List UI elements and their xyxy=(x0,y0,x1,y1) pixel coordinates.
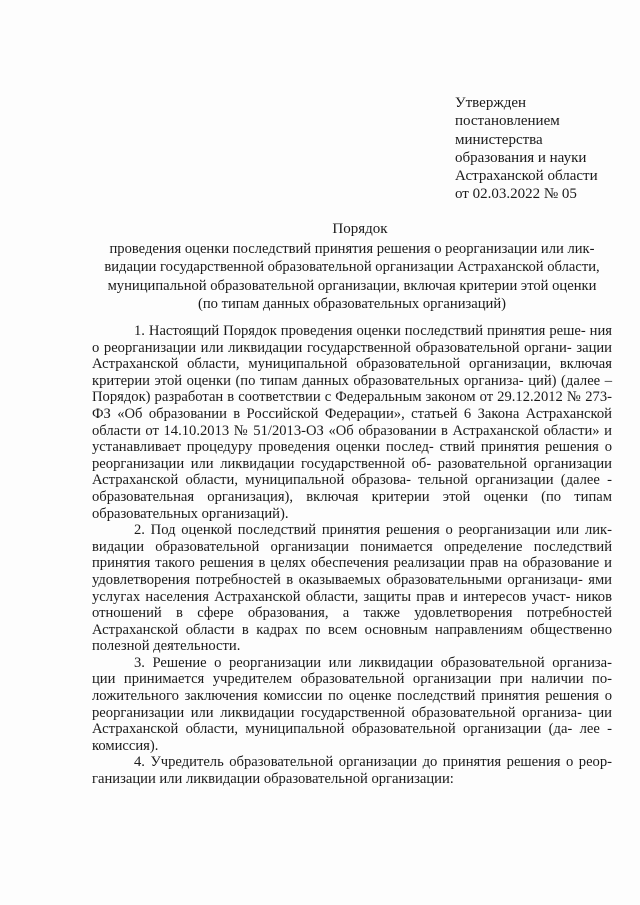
document-body xyxy=(92,323,612,788)
approval-line: Утвержден xyxy=(455,95,527,111)
paragraph-4: 4. Учредитель образовательной организации до принятия решения о реор- ганизации или ликвидации образовательной организации: xyxy=(92,754,612,788)
paragraph-2: 2. Под оценкой последствий принятия решения о реорганизации или лик- видации образовательной организации понимается определение последствий принятия такого решения в целях обеспечения реализации прав на образование и удовлетворения потребностей в оказываемых образовательными организаци- ями услугах населения Астраханской области, защиты прав и интересов участ- ников отношений в сфере образования, а также удовлетворения потребностей Астраханской области в кадрах по всем основным направлениям общественно полезной деятельности. xyxy=(92,522,612,655)
approval-line: министерства xyxy=(455,131,543,148)
subtitle-line: муниципальной образовательной организации, включая критерии этой оценки xyxy=(107,277,597,294)
approval-line: Астраханской области xyxy=(455,168,598,185)
approval-line: образования и науки xyxy=(455,149,587,166)
document-title: Порядок xyxy=(332,221,388,237)
approval-line: постановлением xyxy=(455,113,560,130)
paragraph-1: 1. Настоящий Порядок проведения оценки последствий принятия реше- ния о реорганизации или ликвидации государственной образовательной органи- зации Астраханской области, муниципальной образовательной организации, включая критерии этой оценки (по типам данных образовательных организа- ций) (далее – Порядок) разработан в соответствии с Федеральным законом от 29.12.2012 № 273-ФЗ «Об образовании в Российской Федерации», статьей 6 Закона Астраханской области от 14.10.2013 № 51/2013-ОЗ «Об образовании в Астраханской области» и устанавливает процедуру проведения оценки послед- ствий принятия решения о реорганизации или ликвидации государственной об- разовательной организации Астраханской области, муниципальной образова- тельной организации (далее - образовательная организация), включая критерии этой оценки (по типам образовательных организаций). xyxy=(92,323,612,522)
approval-stamp xyxy=(455,94,625,204)
paragraph-3: 3. Решение о реорганизации или ликвидации образовательной организа- ции принимается учредителем образовательной организации при наличии по- ложительного заключения комиссии по оценке последствий принятия решения о реорганизации или ликвидации государственной образовательной организа- ции Астраханской области, муниципальной образовательной организации (да- лее - комиссия). xyxy=(92,654,612,754)
document-subtitle xyxy=(82,240,622,313)
subtitle-line: проведения оценки последствий принятия решения о реорганизации или лик- xyxy=(109,241,595,257)
subtitle-line: видации государственной образовательной организации Астраханской области, xyxy=(104,259,600,276)
approval-line: от 02.03.2022 № 05 xyxy=(455,186,577,203)
subtitle-line: (по типам данных образовательных организаций) xyxy=(197,295,507,312)
